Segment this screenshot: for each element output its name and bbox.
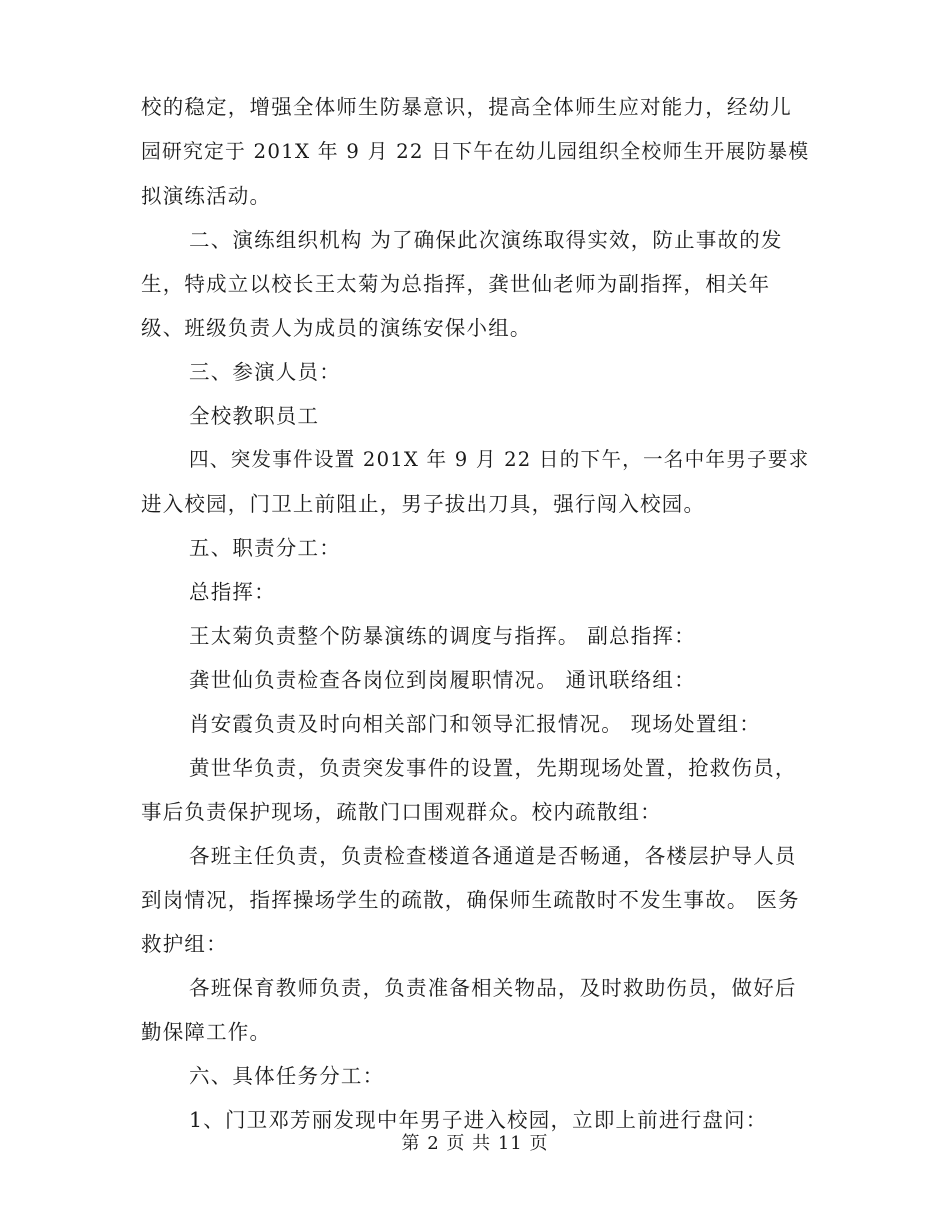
body-text-line: 园研究定于 201X 年 9 月 22 日下午在幼儿园组织全校师生开展防暴模	[141, 140, 810, 163]
body-text-line: 各班保育教师负责，负责准备相关物品，及时救助伤员，做好后	[189, 976, 797, 1000]
body-text-line: 生，特成立以校长王太菊为总指挥，龚世仙老师为副指挥，相关年	[141, 272, 771, 296]
section-heading: 三、参演人员：	[189, 360, 341, 384]
body-text-line: 全校教职员工	[189, 404, 320, 428]
body-text-line: 王太菊负责整个防暴演练的调度与指挥。 副总指挥：	[189, 624, 696, 648]
section-heading: 五、职责分工：	[189, 536, 341, 560]
body-text-line: 肖安霞负责及时向相关部门和领导汇报情况。 现场处置组：	[189, 712, 761, 736]
body-text-line: 各班主任负责，负责检查楼道各通道是否畅通，各楼层护导人员	[189, 844, 797, 868]
body-text-line: 龚世仙负责检查各岗位到岗履职情况。 通讯联络组：	[189, 668, 696, 692]
body-text-line: 黄世华负责，负责突发事件的设置，先期现场处置，抢救伤员，	[189, 756, 797, 780]
body-text-line: 级、班级负责人为成员的演练安保小组。	[141, 316, 532, 340]
section-heading: 六、具体任务分工：	[189, 1064, 385, 1088]
page-number-footer: 第 2 页 共 11 页	[401, 1133, 549, 1154]
body-text-line: 救护组：	[141, 932, 228, 956]
body-text-line: 事后负责保护现场，疏散门口围观群众。校内疏散组：	[141, 800, 662, 824]
body-text-line: 二、演练组织机构 为了确保此次演练取得实效，防止事故的发	[189, 228, 783, 252]
body-text-line: 拟演练活动。	[141, 184, 272, 208]
body-text-line: 到岗情况，指挥操场学生的疏散，确保师生疏散时不发生事故。 医务	[141, 888, 800, 912]
body-text-line: 校的稳定，增强全体师生防暴意识，提高全体师生应对能力，经幼儿	[141, 95, 792, 119]
body-text-line: 勤保障工作。	[141, 1020, 272, 1044]
body-text-line: 进入校园，门卫上前阻止，男子拔出刀具，强行闯入校园。	[141, 492, 706, 516]
body-text-line: 四、突发事件设置 201X 年 9 月 22 日的下午，一名中年男子要求	[189, 448, 810, 471]
body-text-line: 总指挥：	[189, 580, 276, 604]
body-text-line: 1、门卫邓芳丽发现中年男子进入校园，立即上前进行盘问：	[189, 1108, 768, 1132]
